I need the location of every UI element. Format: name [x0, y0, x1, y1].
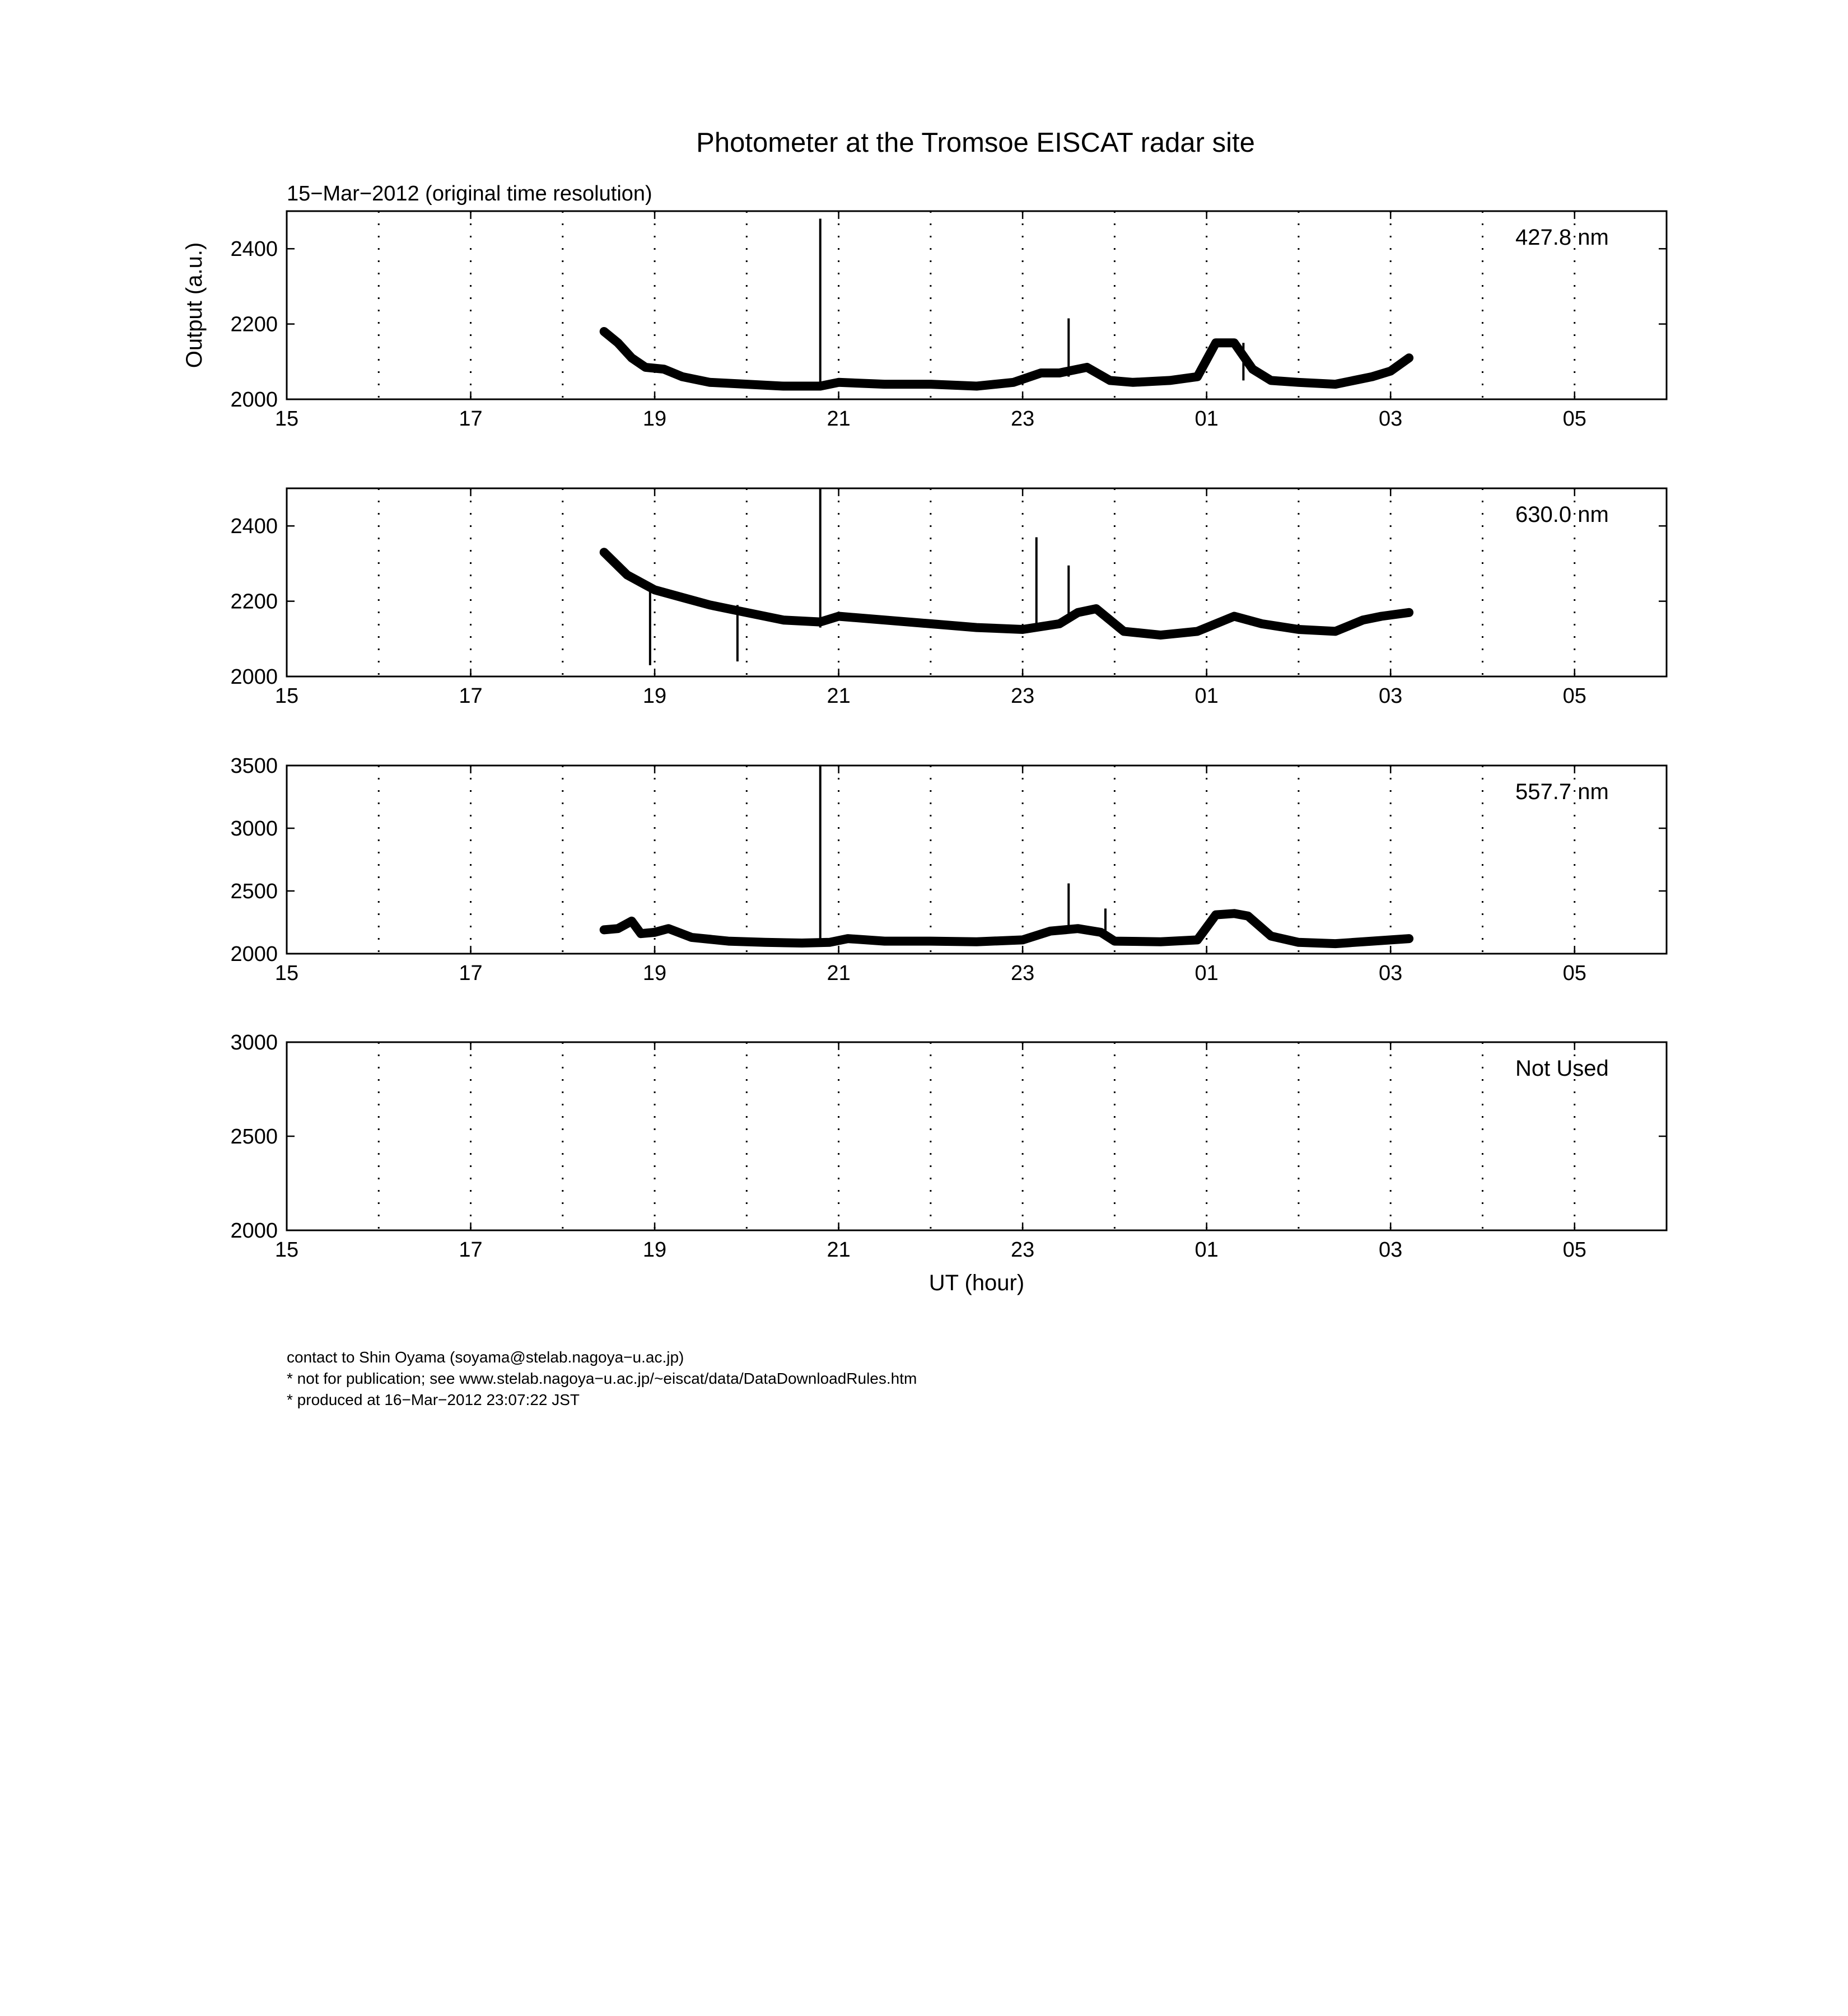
- x-tick-label: 23: [1010, 962, 1035, 985]
- data-series-line: [604, 913, 1409, 944]
- y-tick-label: 2200: [230, 590, 278, 614]
- axes-frame: [287, 211, 1667, 399]
- footer-notes: [287, 1347, 917, 1411]
- y-tick-label: 2000: [230, 1219, 278, 1243]
- x-tick-label: 21: [827, 962, 851, 985]
- x-tick-label: 17: [459, 1238, 483, 1262]
- x-tick-label: 01: [1194, 407, 1219, 431]
- panel-1: [182, 211, 1667, 431]
- footer-produced-note: * produced at 16−Mar−2012 23:07:22 JST: [287, 1391, 580, 1408]
- x-tick-label: 01: [1194, 962, 1219, 985]
- x-tick-label: 01: [1194, 1238, 1219, 1262]
- x-tick-label: 15: [274, 684, 299, 708]
- panel-4: [230, 1031, 1667, 1295]
- panel-3: [230, 754, 1667, 985]
- y-tick-label: 2000: [230, 665, 278, 689]
- y-tick-label: 3500: [230, 754, 278, 778]
- x-tick-label: 03: [1379, 962, 1403, 985]
- channel-label: 557.7 nm: [1515, 780, 1609, 804]
- x-tick-label: 21: [827, 407, 851, 431]
- y-tick-label: 2000: [230, 942, 278, 966]
- x-tick-label: 01: [1194, 684, 1219, 708]
- x-tick-label: 05: [1562, 962, 1586, 985]
- x-tick-label: 15: [274, 1238, 299, 1262]
- x-tick-label: 17: [459, 407, 483, 431]
- y-tick-label: 2500: [230, 1125, 278, 1149]
- y-tick-label: 2400: [230, 237, 278, 262]
- x-tick-label: 23: [1010, 1238, 1035, 1262]
- x-tick-label: 15: [274, 962, 299, 985]
- axes-frame: [287, 766, 1667, 954]
- channel-label: 427.8 nm: [1515, 225, 1609, 250]
- axes-frame: [287, 1042, 1667, 1230]
- data-series-line: [604, 332, 1409, 386]
- x-tick-label: 15: [274, 407, 299, 431]
- panels-group: [182, 211, 1667, 1295]
- x-tick-label: 17: [459, 684, 483, 708]
- x-tick-label: 19: [642, 1238, 667, 1262]
- x-tick-label: 05: [1562, 1238, 1586, 1262]
- x-tick-label: 21: [827, 684, 851, 708]
- x-tick-label: 03: [1379, 1238, 1403, 1262]
- channel-label: 630.0 nm: [1515, 502, 1609, 527]
- x-tick-label: 05: [1562, 407, 1586, 431]
- y-tick-label: 2400: [230, 515, 278, 539]
- figure-subtitle: 15−Mar−2012 (original time resolution): [287, 182, 652, 206]
- x-tick-label: 23: [1010, 684, 1035, 708]
- x-tick-label: 03: [1379, 684, 1403, 708]
- channel-label: Not Used: [1515, 1056, 1609, 1081]
- y-tick-label: 2000: [230, 388, 278, 412]
- x-tick-label: 03: [1379, 407, 1403, 431]
- x-tick-label: 17: [459, 962, 483, 985]
- footer-publication-note: * not for publication; see www.stelab.nagoya−u.ac.jp/~eiscat/data/DataDownloadRules.htm: [287, 1370, 917, 1387]
- y-tick-label: 3000: [230, 1031, 278, 1054]
- x-tick-label: 21: [827, 1238, 851, 1262]
- y-tick-label: 2500: [230, 880, 278, 903]
- x-tick-label: 05: [1562, 684, 1586, 708]
- y-tick-label: 2200: [230, 312, 278, 337]
- x-tick-label: 19: [642, 684, 667, 708]
- data-series-line: [604, 552, 1409, 635]
- y-axis-label: Output (a.u.): [182, 242, 207, 368]
- axes-frame: [287, 488, 1667, 676]
- x-axis-label: UT (hour): [928, 1271, 1025, 1295]
- y-tick-label: 3000: [230, 817, 278, 841]
- figure-title: Photometer at the Tromsoe EISCAT radar site: [696, 128, 1255, 158]
- x-tick-label: 23: [1010, 407, 1035, 431]
- panel-2: [230, 488, 1667, 708]
- x-tick-label: 19: [642, 407, 667, 431]
- x-tick-label: 19: [642, 962, 667, 985]
- footer-contact: contact to Shin Oyama (soyama@stelab.nagoya−u.ac.jp): [287, 1348, 684, 1366]
